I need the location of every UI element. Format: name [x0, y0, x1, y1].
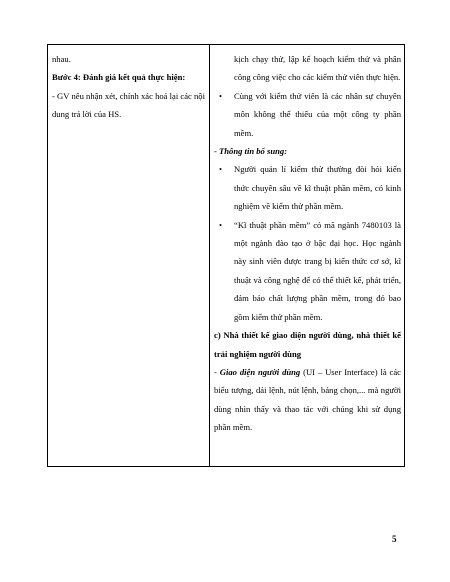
bullet-text: “Kĩ thuật phần mềm” có mã ngành 7480103 là một ngành đào tạo ở bậc đại học. Học ngành này sinh viên được trang bị kiến thức cơ sở, kĩ thuật và công nghệ để có thể thiết kế, phát triển, đảm bảo chất lượng phần mềm, trong đó bao gồm kiểm thử phần mềm.: [234, 219, 401, 322]
column-divider: [209, 45, 210, 466]
list-item: [214, 87, 401, 142]
left-column: [52, 50, 205, 124]
list-item: [214, 216, 401, 326]
section-c-heading: c) Nhà thiết kế giao diện người dùng, nhà thiết kế trải nghiệm người dùng: [214, 330, 401, 359]
bullet-icon: •: [219, 219, 223, 230]
right-column: [214, 50, 401, 437]
intro-text: kịch chạy thử, lập kế hoạch kiểm thử và phân công công việc cho các kiểm thử viên thực hiện.: [234, 54, 401, 83]
content-table: [47, 44, 405, 467]
bullet-text: Người quản lí kiểm thử thường đòi hỏi kiến thức chuyên sâu về kĩ thuật phần mềm, có kinh nghiệm về kiểm thử phần mềm.: [234, 164, 401, 212]
left-line-1: nhau.: [52, 54, 71, 64]
page-number: 5: [392, 534, 397, 544]
bullet-icon: •: [219, 90, 223, 101]
ui-term: Giao diện người dùng: [219, 366, 301, 377]
step4-body: - GV nêu nhận xét, chính xác hoá lại các nội dung trả lời của HS.: [52, 90, 205, 120]
bullet-text: Cùng với kiểm thử viên là các nhân sự chuyên môn không thể thiếu của một công ty phần mềm.: [234, 90, 401, 138]
intro-continuation: [214, 50, 401, 87]
extra-info-heading: - Thông tin bổ sung:: [214, 146, 288, 157]
list-item: [214, 160, 401, 215]
bullet-icon: •: [219, 164, 223, 175]
step4-heading: Bước 4: Đánh giá kết quả thực hiện:: [52, 72, 186, 83]
ui-definition: - Giao diện người dùng (UI – User Interface) là các biểu tượng, dải lệnh, nút lệnh, bảng chọn,... mà người dùng nhìn thấy và thao tác với chúng khi sử dụng phần mềm.: [214, 366, 401, 433]
ui-definition-text: (UI – User Interface) là các biểu tượng, dải lệnh, nút lệnh, bảng chọn,... mà người dùng nhìn thấy và thao tác với chúng khi sử dụng phần mềm.: [214, 366, 401, 433]
